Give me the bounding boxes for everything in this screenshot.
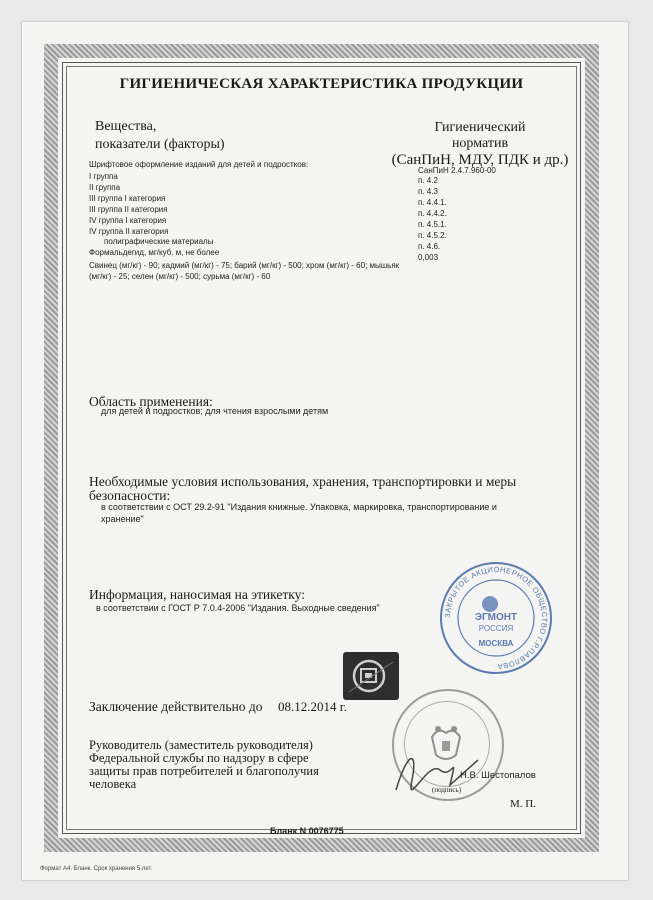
signature-caption: (подпись): [432, 786, 462, 794]
factor-norm: п. 4.6.: [418, 242, 441, 251]
company-stamp-name: ЭГМОНТ: [474, 612, 518, 623]
factor-norm: п. 4.2: [418, 176, 438, 185]
factor-norm: п. 4.5.2.: [418, 231, 447, 240]
factor-norm: п. 4.4.2.: [418, 209, 447, 218]
conditions-heading-line2: безопасности:: [89, 488, 171, 503]
factor-label: полиграфические материалы: [104, 237, 214, 246]
factor-norm: СанПиН 2.4.7.960-00: [418, 166, 496, 175]
factor-label: Формальдегид, мг/куб. м, не более: [89, 248, 220, 257]
hologram-icon: [343, 652, 399, 700]
label-info-heading: Информация, наносимая на этикетку:: [89, 587, 305, 602]
footer-note: Формат А4. Бланк. Срок хранения 5 лет.: [40, 866, 153, 872]
factor-label: III группа I категория: [89, 194, 166, 203]
conditions-heading-line1: Необходимые условия использования, хранения, транспортировки и меры: [89, 474, 517, 489]
column-header-norm-line3: (СанПиН, МДУ, ПДК и др.): [391, 152, 569, 168]
metals-line: Свинец (мг/кг) - 90; кадмий (мг/кг) - 75; барий (мг/кг) - 500; хром (мг/кг) - 60; мышьяк: [89, 261, 400, 270]
factor-label: IV группа I категория: [89, 216, 167, 225]
column-header-norm-line1: Гигиенический: [434, 120, 526, 135]
company-stamp-city: МОСКВА: [478, 639, 514, 648]
factor-label: III группа II категория: [89, 205, 168, 214]
metals-line: (мг/кг) - 25; селен (мг/кг) - 500; сурьма (мг/кг) - 60: [89, 272, 271, 281]
company-stamp-ring-text: ЗАКРЫТОЕ АКЦИОНЕРНОЕ ОБЩЕСТВО Г.Р.ПАВЛОВА: [442, 564, 550, 672]
company-stamp-name2: РОССИЯ: [478, 624, 514, 633]
company-stamp-graphic: [438, 560, 554, 676]
factor-norm: п. 4.5.1.: [418, 220, 447, 229]
application-heading: Область применения:: [89, 394, 213, 409]
conditions-text-line1: в соответствии с ОСТ 29.2-91 "Издания книжные. Упаковка, маркировка, транспортирование и: [101, 502, 497, 512]
factor-norm: п. 4.3: [418, 187, 438, 196]
label-info-text: в соответствии с ГОСТ Р 7.0.4-2006 "Издания. Выходные сведения": [96, 603, 380, 613]
column-header-factors: [95, 118, 225, 154]
document-title: ГИГИЕНИЧЕСКАЯ ХАРАКТЕРИСТИКА ПРОДУКЦИИ: [119, 76, 524, 92]
column-header-norm: [380, 120, 580, 168]
company-stamp: [438, 560, 554, 676]
application-text: для детей и подростков; для чтения взрослыми детям: [101, 406, 329, 416]
column-header-norm-line2: норматив: [451, 136, 509, 151]
factor-label: II группа: [89, 183, 121, 192]
conditions-text-line2: хранение": [101, 514, 144, 524]
seal-place-mark: М. П.: [510, 798, 536, 810]
inner-border-thin: [66, 66, 577, 830]
validity-label: Заключение действительно до: [89, 699, 263, 714]
factor-label: IV группа II категория: [89, 227, 169, 236]
validity-date: 08.12.2014 г.: [278, 699, 347, 714]
column-header-factors-line2: показатели (факторы): [95, 137, 225, 152]
head-title-line1: Руководитель (заместитель руководителя): [89, 738, 313, 752]
factor-label: Шрифтовое оформление изданий для детей и подростков:: [89, 160, 309, 169]
head-title-line3: защиты прав потребителей и благополучия: [89, 764, 319, 778]
factor-label: I группа: [89, 172, 118, 181]
head-title-line4: человека: [89, 777, 137, 791]
head-title: [89, 739, 319, 791]
blank-number: Бланк N 0076775: [270, 826, 344, 836]
hologram-sticker: [343, 652, 399, 700]
factor-norm: п. 4.4.1.: [418, 198, 447, 207]
factor-norm: 0,003: [418, 253, 439, 262]
column-header-factors-line1: Вещества,: [95, 119, 157, 134]
head-title-line2: Федеральной службы по надзору в сфере: [89, 751, 309, 765]
head-name: Н.В. Шестопалов: [460, 770, 536, 781]
